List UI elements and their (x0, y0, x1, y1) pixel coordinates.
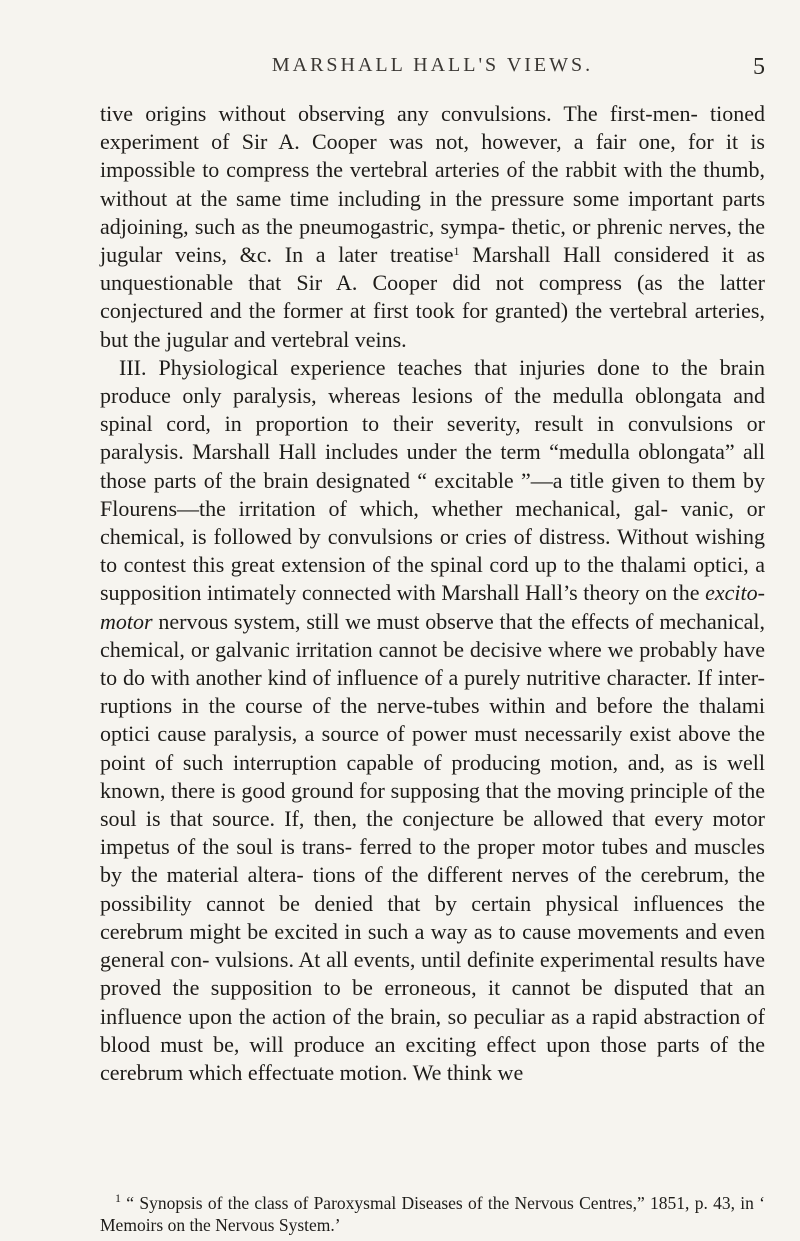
footnotes (100, 1192, 765, 1236)
paragraph-continuation (100, 100, 765, 354)
running-head (100, 54, 765, 84)
paragraph-text: tive origins without observing any convulsions. The first-men- tioned experiment of Sir A. Cooper was not, however, a fair one, for it is impossible to compress the vertebral arteries of the rabbit with the thumb, without at the same time including in the pressure some important parts adjoining, such as the pneumogastric, sympa- thetic, or phrenic nerves, the jugular veins, &c. In a later treatise (100, 101, 765, 268)
paragraph-text: Marshall Hall considered it as unquestionable that Sir A. Cooper did not compress (as the latter conjectured and the former at first took for granted) the vertebral arteries, but the jugular and vertebral veins. (100, 242, 765, 352)
paragraph-text: III. Physiological experience teaches that injuries done to the brain produce only paralysis, whereas lesions of the medulla oblongata and spinal cord, in proportion to their severity, result in convulsions or paralysis. Marshall Hall includes under the term “medulla oblongata” all those parts of the brain designated “ excitable ”—a title given to them by Flourens—the irritation of which, whether mechanical, gal- vanic, or chemical, is followed by convulsions or cries of distress. Without wishing to contest this great extension of the spinal cord up to the thalami optici, a supposition intimately connected with Marshall Hall’s theory on the (100, 354, 765, 606)
footnote (100, 1192, 765, 1236)
paragraph-text: nervous system, still we must observe that the effects of mechanical, chemical, or galvanic irritation cannot be decisive where we probably have to do with another kind of influence of a purely nutritive character. If inter- ruptions in the course of the nerve-tubes within and before the thalami optici cause paralysis, a source of power must necessarily exist above the point of such interruption capable of producing motion, and, as is well known, there is good ground for supposing that the moving principle of the soul is that source. If, then, the conjecture be allowed that every motor impetus of the soul is trans- ferred to the proper motor tubes and muscles by the material altera- tions of the different nerves of the cerebrum, the possibility cannot be denied that by certain physical influences the cerebrum might be excited in such a way as to cause movements and even general con- vulsions. At all events, until definite experimental results have proved the supposition to be erroneous, it cannot be disputed that an influence upon the action of the brain, so peculiar as a rapid abstraction of blood must be, will produce an exciting effect upon those parts of the cerebrum which effectuate motion. We think we (100, 608, 765, 1085)
running-title: MARSHALL HALL'S VIEWS. (271, 54, 594, 76)
italic-term: excito-motor (100, 580, 765, 634)
footnote-reference: 1 (453, 244, 460, 259)
body-text (100, 100, 765, 1087)
paragraph-section-iii (100, 354, 765, 1087)
page-number: 5 (753, 54, 765, 80)
footnote-marker: 1 (115, 1191, 121, 1205)
footnote-text: “ Synopsis of the class of Paroxysmal Diseases of the Nervous Centres,” 1851, p. 43, in ‘ Memoirs on the Nervous System.’ (100, 1193, 765, 1235)
